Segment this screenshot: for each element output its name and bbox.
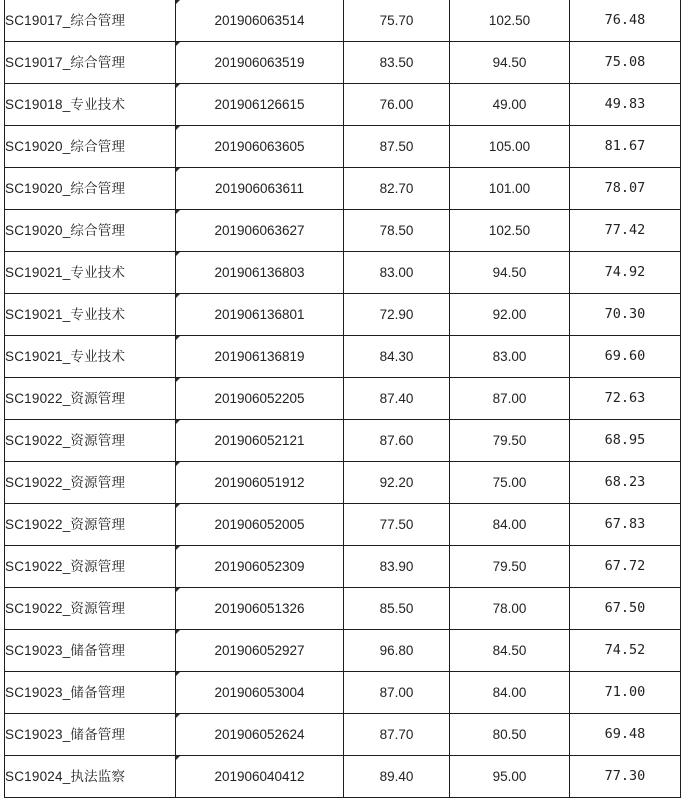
- table-row: [5, 168, 681, 210]
- interview-score-cell: 79.50: [450, 546, 570, 588]
- position-cell: SC19020_综合管理: [5, 168, 176, 210]
- table-row: [5, 252, 681, 294]
- position-cell: SC19022_资源管理: [5, 504, 176, 546]
- total-score-cell: 75.08: [570, 42, 681, 84]
- position-cell: SC19023_储备管理: [5, 672, 176, 714]
- position-cell: SC19021_专业技术: [5, 336, 176, 378]
- table-row: [5, 0, 681, 42]
- total-score-cell: 78.07: [570, 168, 681, 210]
- interview-score-cell: 84.50: [450, 630, 570, 672]
- position-cell: SC19023_储备管理: [5, 714, 176, 756]
- total-score-cell: 70.30: [570, 294, 681, 336]
- table-row: [5, 756, 681, 798]
- written-score-cell: 87.40: [344, 378, 450, 420]
- position-cell: SC19022_资源管理: [5, 462, 176, 504]
- position-cell: SC19017_综合管理: [5, 42, 176, 84]
- position-cell: SC19018_专业技术: [5, 84, 176, 126]
- written-score-cell: 87.60: [344, 420, 450, 462]
- table-row: [5, 546, 681, 588]
- written-score-cell: 83.00: [344, 252, 450, 294]
- written-score-cell: 78.50: [344, 210, 450, 252]
- table-row: [5, 42, 681, 84]
- interview-score-cell: 75.00: [450, 462, 570, 504]
- candidate-id-cell: 201906053004: [176, 672, 344, 714]
- total-score-cell: 68.95: [570, 420, 681, 462]
- interview-score-cell: 105.00: [450, 126, 570, 168]
- candidate-id-cell: 201906063611: [176, 168, 344, 210]
- interview-score-cell: 94.50: [450, 252, 570, 294]
- candidate-id-cell: 201906063605: [176, 126, 344, 168]
- candidate-id-cell: 201906052205: [176, 378, 344, 420]
- candidate-id-cell: 201906051912: [176, 462, 344, 504]
- table-body: [5, 0, 681, 798]
- interview-score-cell: 78.00: [450, 588, 570, 630]
- candidate-id-cell: 201906051326: [176, 588, 344, 630]
- table-row: [5, 714, 681, 756]
- total-score-cell: 68.23: [570, 462, 681, 504]
- table-row: [5, 588, 681, 630]
- total-score-cell: 67.50: [570, 588, 681, 630]
- position-cell: SC19022_资源管理: [5, 588, 176, 630]
- total-score-cell: 74.52: [570, 630, 681, 672]
- score-table: [4, 0, 681, 798]
- total-score-cell: 74.92: [570, 252, 681, 294]
- interview-score-cell: 101.00: [450, 168, 570, 210]
- interview-score-cell: 94.50: [450, 42, 570, 84]
- written-score-cell: 87.00: [344, 672, 450, 714]
- total-score-cell: 67.83: [570, 504, 681, 546]
- written-score-cell: 92.20: [344, 462, 450, 504]
- table-row: [5, 462, 681, 504]
- interview-score-cell: 49.00: [450, 84, 570, 126]
- candidate-id-cell: 201906063514: [176, 0, 344, 42]
- candidate-id-cell: 201906126615: [176, 84, 344, 126]
- interview-score-cell: 102.50: [450, 210, 570, 252]
- candidate-id-cell: 201906136803: [176, 252, 344, 294]
- written-score-cell: 87.50: [344, 126, 450, 168]
- candidate-id-cell: 201906063519: [176, 42, 344, 84]
- interview-score-cell: 80.50: [450, 714, 570, 756]
- table-row: [5, 504, 681, 546]
- written-score-cell: 96.80: [344, 630, 450, 672]
- table-row: [5, 84, 681, 126]
- interview-score-cell: 84.00: [450, 672, 570, 714]
- table-row: [5, 420, 681, 462]
- total-score-cell: 72.63: [570, 378, 681, 420]
- total-score-cell: 49.83: [570, 84, 681, 126]
- position-cell: SC19020_综合管理: [5, 126, 176, 168]
- position-cell: SC19023_储备管理: [5, 630, 176, 672]
- total-score-cell: 76.48: [570, 0, 681, 42]
- written-score-cell: 72.90: [344, 294, 450, 336]
- interview-score-cell: 92.00: [450, 294, 570, 336]
- interview-score-cell: 84.00: [450, 504, 570, 546]
- table-row: [5, 336, 681, 378]
- interview-score-cell: 79.50: [450, 420, 570, 462]
- written-score-cell: 77.50: [344, 504, 450, 546]
- candidate-id-cell: 201906136819: [176, 336, 344, 378]
- position-cell: SC19020_综合管理: [5, 210, 176, 252]
- candidate-id-cell: 201906136801: [176, 294, 344, 336]
- written-score-cell: 75.70: [344, 0, 450, 42]
- candidate-id-cell: 201906052005: [176, 504, 344, 546]
- table-row: [5, 378, 681, 420]
- total-score-cell: 69.60: [570, 336, 681, 378]
- position-cell: SC19021_专业技术: [5, 294, 176, 336]
- written-score-cell: 84.30: [344, 336, 450, 378]
- candidate-id-cell: 201906052309: [176, 546, 344, 588]
- candidate-id-cell: 201906063627: [176, 210, 344, 252]
- written-score-cell: 76.00: [344, 84, 450, 126]
- candidate-id-cell: 201906052624: [176, 714, 344, 756]
- interview-score-cell: 102.50: [450, 0, 570, 42]
- position-cell: SC19021_专业技术: [5, 252, 176, 294]
- written-score-cell: 83.50: [344, 42, 450, 84]
- position-cell: SC19022_资源管理: [5, 378, 176, 420]
- table-row: [5, 672, 681, 714]
- table-row: [5, 630, 681, 672]
- candidate-id-cell: 201906040412: [176, 756, 344, 798]
- position-cell: SC19024_执法监察: [5, 756, 176, 798]
- candidate-id-cell: 201906052121: [176, 420, 344, 462]
- table-row: [5, 210, 681, 252]
- interview-score-cell: 87.00: [450, 378, 570, 420]
- position-cell: SC19022_资源管理: [5, 546, 176, 588]
- written-score-cell: 87.70: [344, 714, 450, 756]
- total-score-cell: 77.42: [570, 210, 681, 252]
- written-score-cell: 83.90: [344, 546, 450, 588]
- position-cell: SC19022_资源管理: [5, 420, 176, 462]
- total-score-cell: 69.48: [570, 714, 681, 756]
- total-score-cell: 81.67: [570, 126, 681, 168]
- interview-score-cell: 83.00: [450, 336, 570, 378]
- total-score-cell: 67.72: [570, 546, 681, 588]
- total-score-cell: 77.30: [570, 756, 681, 798]
- written-score-cell: 89.40: [344, 756, 450, 798]
- table-row: [5, 294, 681, 336]
- position-cell: SC19017_综合管理: [5, 0, 176, 42]
- interview-score-cell: 95.00: [450, 756, 570, 798]
- written-score-cell: 82.70: [344, 168, 450, 210]
- written-score-cell: 85.50: [344, 588, 450, 630]
- table-row: [5, 126, 681, 168]
- candidate-id-cell: 201906052927: [176, 630, 344, 672]
- total-score-cell: 71.00: [570, 672, 681, 714]
